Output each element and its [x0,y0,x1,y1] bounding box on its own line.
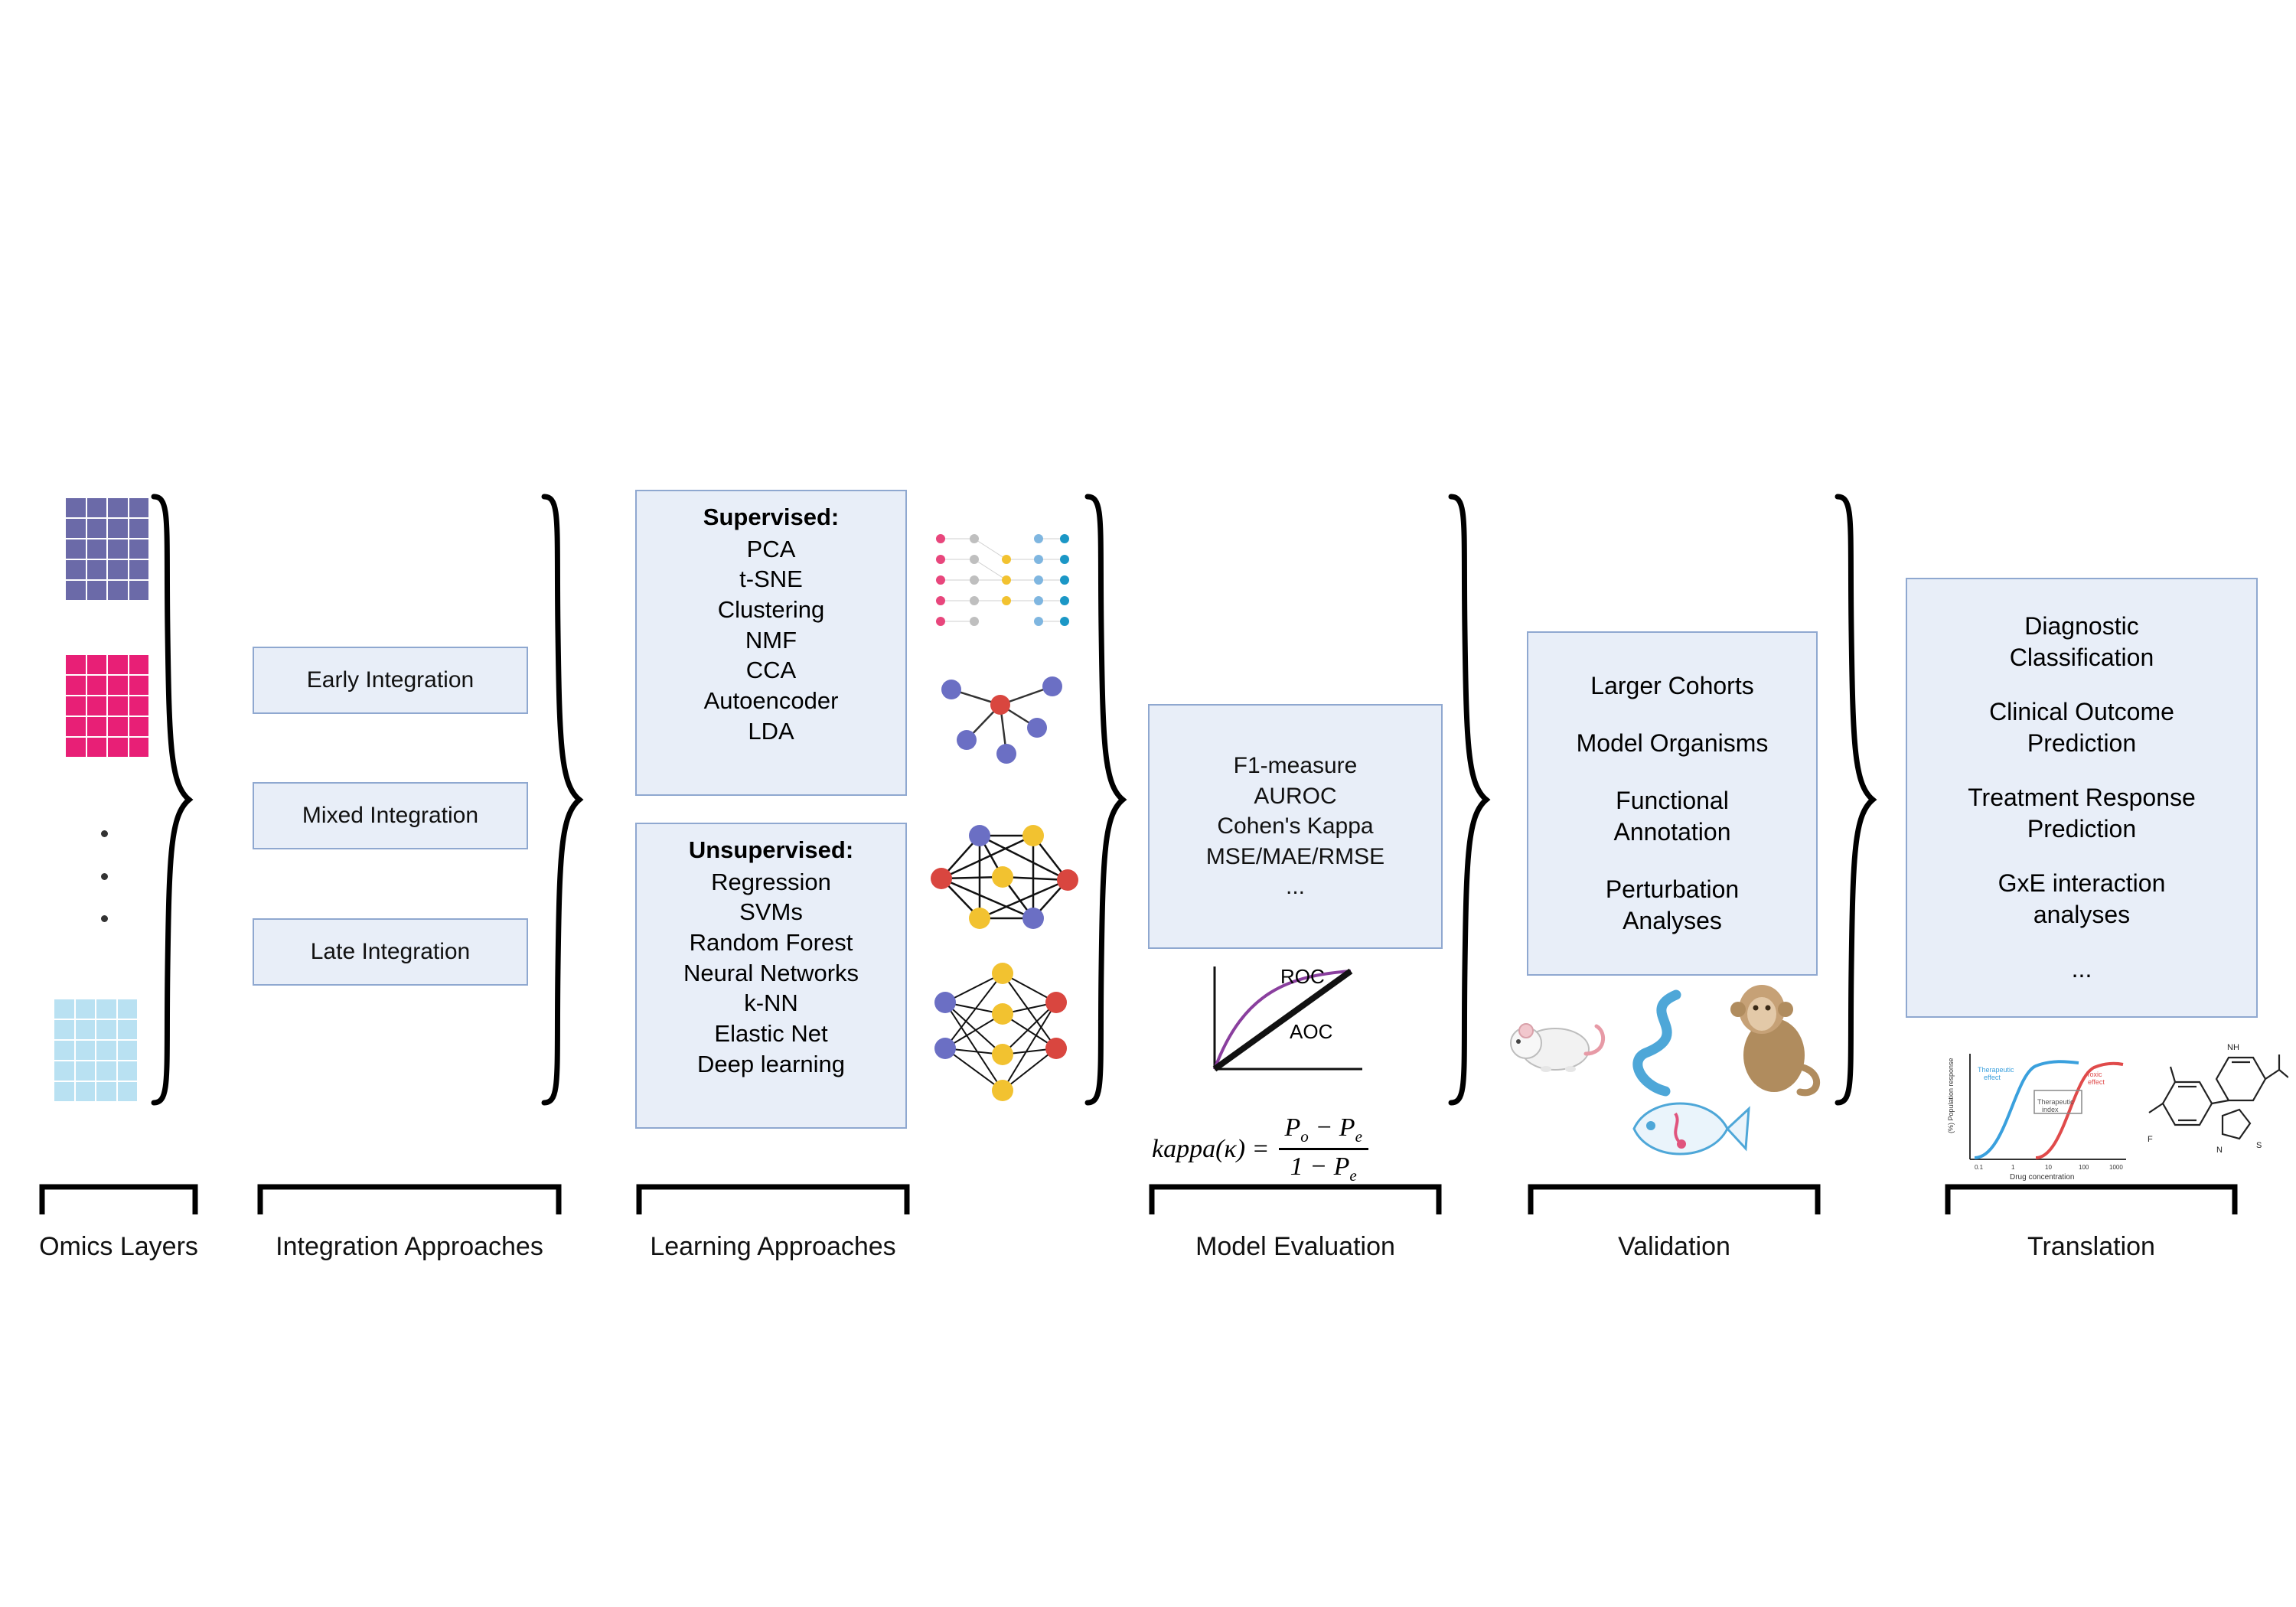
supervised-item: Clustering [717,596,825,624]
omics-cell [96,1081,117,1102]
unsupervised-item: Random Forest [689,929,853,957]
translation-item [2072,953,2092,985]
omics-cell [107,716,129,737]
learning-curly-brace [1083,494,1129,1106]
omics-cell [54,1040,75,1061]
translation-line: Treatment Response [1968,784,2196,812]
integration-curly-brace [540,494,585,1106]
evaluation-curly-brace [1446,494,1492,1106]
validation-line: Larger Cohorts [1590,672,1754,700]
omics-cell [96,999,117,1019]
aoc-label: AOC [1290,1020,1333,1043]
omics-cell [107,696,129,716]
integration-section-bracket [256,1182,563,1216]
den-op: − [1309,1152,1328,1181]
translation-line: Prediction [2027,814,2137,843]
mouse-icon [1500,999,1615,1098]
svg-text:Therapeutic: Therapeutic [1978,1066,2014,1074]
validation-line: Analyses [1623,906,1722,934]
omics-cell [96,1061,117,1081]
validation-item [1590,670,1753,702]
kappa-formula-lhs: kappa(κ) = [1152,1134,1270,1163]
omics-cell [117,1019,139,1040]
omics-layer-lightblue [54,999,138,1102]
translation-line: ... [2071,954,2092,983]
svg-text:10: 10 [2045,1164,2052,1171]
translation-box[interactable] [1906,578,2258,1018]
omics-section-bracket [38,1182,199,1216]
num-left: P [1284,1113,1301,1142]
mesh-graph-icon [918,819,1083,941]
unsupervised-item: k-NN [744,989,798,1017]
svg-text:Toxic: Toxic [2086,1071,2102,1078]
omics-cell [129,675,150,696]
unsupervised-item: Regression [711,868,831,895]
omics-cell [75,1081,96,1102]
omics-cell [96,1019,117,1040]
learning-supervised-box[interactable] [635,490,907,796]
svg-text:Drug concentration: Drug concentration [2010,1173,2075,1182]
dose-response-figure [1944,1045,2135,1186]
evaluation-metric: AUROC [1254,783,1337,809]
omics-cell [86,737,108,758]
omics-cell [86,559,108,580]
omics-cell [129,580,150,601]
omics-cell [129,654,150,675]
translation-item [1989,696,2174,759]
omics-cell [117,999,139,1019]
omics-cell [96,1040,117,1061]
translation-item [2010,611,2154,673]
evaluation-metric: ... [1285,874,1305,900]
validation-line: Functional [1616,787,1729,815]
svg-text:effect: effect [1984,1074,2001,1081]
svg-text:(%) Population response: (%) Population response [1947,1058,1955,1133]
evaluation-section-bracket [1148,1182,1443,1216]
omics-cell [65,518,86,539]
validation-item [1613,785,1730,848]
integration-box-early[interactable] [253,647,528,714]
unsupervised-heading-colon: : [845,836,854,863]
svg-text:Therapeutic: Therapeutic [2037,1098,2074,1106]
integration-label-mixed: Mixed Integration [302,803,479,829]
translation-line: Classification [2009,644,2154,672]
kappa-denominator [1284,1150,1363,1185]
section-label-evaluation: Model Evaluation [1195,1232,1395,1261]
num-op: − [1315,1113,1333,1142]
omics-cell [129,696,150,716]
omics-cell [107,654,129,675]
translation-line: Prediction [2027,729,2137,758]
omics-cell [86,497,108,518]
omics-cell [65,654,86,675]
omics-cell [86,696,108,716]
omics-cell [86,580,108,601]
omics-cell [86,539,108,559]
integration-box-mixed[interactable] [253,782,528,849]
unsupervised-item: Neural Networks [683,959,859,986]
evaluation-metric: F1-measure [1233,753,1358,779]
translation-line: Clinical Outcome [1989,698,2174,726]
learning-unsupervised-box[interactable] [635,823,907,1129]
supervised-item: NMF [745,626,797,654]
omics-cell [86,518,108,539]
omics-vertical-ellipsis [99,830,109,922]
supervised-item: Autoencoder [703,687,839,715]
omics-cell [107,518,129,539]
svg-text:NH: NH [2227,1043,2239,1052]
omics-cell [86,654,108,675]
omics-cell [129,716,150,737]
den-right-sub: e [1349,1165,1357,1185]
omics-cell [75,1040,96,1061]
unsupervised-item: Elastic Net [714,1020,828,1048]
omics-cell [129,559,150,580]
section-label-translation: Translation [2027,1232,2155,1261]
omics-cell [86,675,108,696]
svg-text:F: F [2148,1135,2153,1144]
supervised-item: PCA [746,535,796,562]
supervised-item: t-SNE [739,566,803,593]
zebrafish-icon [1611,1083,1753,1175]
omics-cell [107,580,129,601]
omics-cell [117,1081,139,1102]
translation-line: Diagnostic [2024,612,2139,641]
evaluation-metric: MSE/MAE/RMSE [1205,843,1385,869]
supervised-item: CCA [745,657,797,684]
omics-cell [129,737,150,758]
feedforward-network-icon [930,528,1075,643]
omics-cell [65,716,86,737]
svg-text:1: 1 [2011,1164,2015,1171]
omics-cell [117,1061,139,1081]
num-right-sub: e [1355,1126,1362,1146]
kappa-numerator [1279,1113,1368,1148]
omics-cell [107,675,129,696]
omics-cell [129,497,150,518]
validation-item [1577,728,1769,759]
directed-graph-icon [930,670,1075,777]
omics-cell [107,539,129,559]
translation-line: analyses [2033,900,2131,928]
omics-cell [129,539,150,559]
omics-cell [107,559,129,580]
omics-cell [65,675,86,696]
omics-cell [54,1061,75,1081]
omics-cell [107,737,129,758]
svg-text:1000: 1000 [2109,1164,2123,1171]
kappa-formula [1152,1113,1368,1185]
omics-layer-purple [65,497,149,601]
omics-cell [75,999,96,1019]
unsupervised-heading-text: Unsupervised [688,836,846,863]
den-right: P [1333,1152,1350,1181]
integration-label-early: Early Integration [306,667,475,693]
supervised-heading-text: Supervised [703,504,831,530]
validation-line: Annotation [1613,818,1731,846]
section-label-omics: Omics Layers [39,1232,198,1261]
translation-line: GxE interaction [1998,869,2166,897]
translation-item [1998,868,2166,931]
omics-cell [65,696,86,716]
omics-cell [86,716,108,737]
validation-box[interactable] [1527,631,1818,976]
validation-line: Model Organisms [1576,729,1769,758]
deep-network-icon [918,957,1083,1110]
validation-section-bracket [1527,1182,1821,1216]
num-left-sub: o [1300,1126,1309,1146]
supervised-heading [644,502,898,533]
omics-cell [75,1019,96,1040]
validation-curly-brace [1833,494,1879,1106]
unsupervised-item: Deep learning [696,1050,846,1077]
validation-item [1606,874,1739,937]
unsupervised-item: SVMs [739,898,803,926]
omics-cell [65,497,86,518]
chemical-structure-icon [2143,1033,2288,1178]
den-left: 1 [1290,1152,1303,1181]
omics-cell [75,1061,96,1081]
svg-text:N: N [2216,1146,2223,1155]
learning-section-bracket [635,1182,911,1216]
kappa-fraction [1279,1113,1368,1185]
section-label-validation: Validation [1618,1232,1730,1261]
translation-section-bracket [1944,1182,2239,1216]
supervised-item: LDA [748,717,794,745]
unsupervised-heading [644,835,898,865]
omics-cell [107,497,129,518]
roc-curve-chart [1198,960,1374,1083]
supervised-heading-colon: : [830,504,840,530]
integration-label-late: Late Integration [310,939,471,965]
omics-cell [54,1019,75,1040]
roc-label: ROC [1280,965,1325,988]
omics-cell [117,1040,139,1061]
svg-text:effect: effect [2088,1078,2105,1086]
omics-cell [65,737,86,758]
validation-line: Perturbation [1605,875,1740,903]
svg-text:index: index [2042,1106,2059,1113]
omics-cell [65,559,86,580]
svg-text:S: S [2256,1141,2262,1150]
evaluation-metrics-box[interactable] [1148,704,1443,949]
omics-cell [54,999,75,1019]
section-label-learning: Learning Approaches [650,1232,896,1261]
omics-curly-brace [149,494,195,1106]
translation-item [1968,782,2196,845]
omics-cell [65,580,86,601]
omics-cell [129,518,150,539]
evaluation-metric: Cohen's Kappa [1217,813,1374,839]
num-right: P [1339,1113,1355,1142]
omics-cell [54,1081,75,1102]
svg-text:0.1: 0.1 [1975,1164,1984,1171]
section-label-integration: Integration Approaches [276,1232,543,1261]
omics-layer-magenta [65,654,149,758]
integration-box-late[interactable] [253,918,528,986]
svg-text:100: 100 [2079,1164,2089,1171]
omics-cell [65,539,86,559]
